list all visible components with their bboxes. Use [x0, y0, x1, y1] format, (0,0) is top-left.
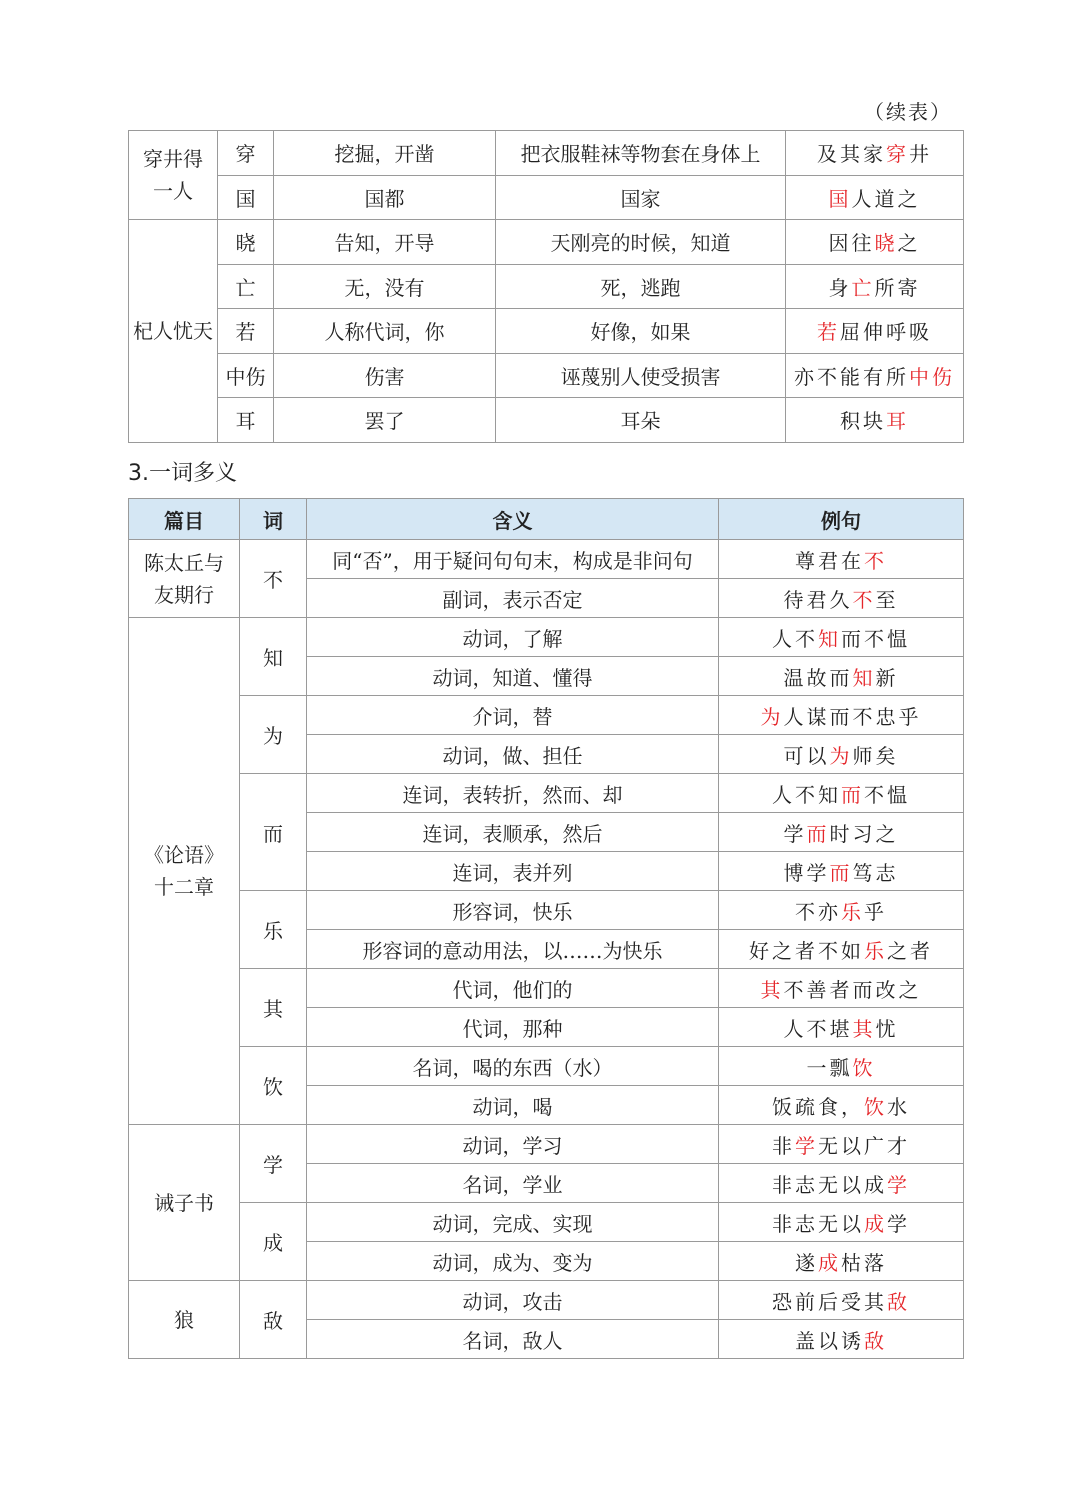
- modern-meaning-cell: 把衣服鞋袜等物套在身体上: [496, 131, 786, 176]
- table-row: [129, 309, 964, 354]
- highlighted-word: 学: [795, 1133, 818, 1158]
- chapter-title-cell: [129, 1125, 240, 1281]
- chapter-title-line: 陈太丘与: [144, 550, 224, 575]
- table-row: [129, 353, 964, 398]
- example-sentence-cell: [719, 969, 964, 1008]
- word-cell: 学: [240, 1125, 307, 1203]
- highlighted-word: 国: [828, 186, 852, 211]
- example-text: 及其家: [817, 142, 886, 167]
- ancient-modern-word-table: [128, 130, 964, 443]
- word-cell: 饮: [240, 1047, 307, 1125]
- meaning-cell: 代词，他们的: [307, 969, 719, 1008]
- example-text: 可以: [783, 743, 830, 768]
- meaning-cell: 同“否”，用于疑问句句末，构成是非问句: [307, 540, 719, 579]
- example-text: 非志无以成: [772, 1172, 887, 1197]
- example-text: 水: [887, 1094, 910, 1119]
- modern-meaning-cell: 好像，如果: [496, 309, 786, 354]
- header-example: 例句: [719, 499, 964, 540]
- word-cell: 穿: [218, 131, 274, 176]
- polysemy-table: [128, 498, 964, 1359]
- word-cell: 乐: [240, 891, 307, 969]
- example-sentence-cell: [719, 1320, 964, 1359]
- example-sentence-cell: [719, 540, 964, 579]
- chapter-title-line: 狼: [174, 1307, 194, 1332]
- meaning-cell: 连词，表并列: [307, 852, 719, 891]
- highlighted-word: 不: [852, 587, 876, 612]
- table-row: [129, 540, 964, 579]
- table-row: [129, 1125, 964, 1164]
- highlighted-word: 其: [760, 977, 784, 1002]
- ancient-meaning-cell: 挖掘，开凿: [274, 131, 496, 176]
- ancient-meaning-cell: 告知，开导: [274, 220, 496, 265]
- meaning-cell: 形容词，快乐: [307, 891, 719, 930]
- example-sentence-cell: [719, 1242, 964, 1281]
- meaning-cell: 动词，做、担任: [307, 735, 719, 774]
- meaning-cell: 动词，喝: [307, 1086, 719, 1125]
- meaning-cell: 形容词的意动用法，以……为快乐: [307, 930, 719, 969]
- word-cell: 为: [240, 696, 307, 774]
- meaning-cell: 代词，那种: [307, 1008, 719, 1047]
- highlighted-word: 亡: [851, 275, 875, 300]
- highlighted-word: 中伤: [909, 364, 955, 389]
- highlighted-word: 知: [818, 626, 841, 651]
- chapter-title-cell: [129, 618, 240, 1125]
- example-text: 新: [875, 665, 899, 690]
- example-text: 笃志: [852, 860, 899, 885]
- word-cell: 晓: [218, 220, 274, 265]
- word-cell: 成: [240, 1203, 307, 1281]
- meaning-cell: 名词，喝的东西（水）: [307, 1047, 719, 1086]
- example-text: 枯落: [841, 1250, 887, 1275]
- meaning-cell: 动词，攻击: [307, 1281, 719, 1320]
- highlighted-word: 敌: [864, 1328, 887, 1353]
- table-row: [129, 696, 964, 735]
- example-text: 人不堪: [783, 1016, 853, 1041]
- meaning-cell: 介词，替: [307, 696, 719, 735]
- meaning-cell: 连词，表转折，然而、却: [307, 774, 719, 813]
- header-meaning: 含义: [307, 499, 719, 540]
- example-text: 好之者不如: [749, 938, 864, 963]
- highlighted-word: 若: [817, 320, 840, 345]
- table-row: [129, 131, 964, 176]
- example-text: 不亦: [795, 899, 841, 924]
- meaning-cell: 副词，表示否定: [307, 579, 719, 618]
- modern-meaning-cell: 国家: [496, 175, 786, 220]
- chapter-title-cell: [129, 540, 240, 618]
- example-text: 人谋而不忠乎: [783, 704, 922, 729]
- chapter-title-cell: [129, 1281, 240, 1359]
- example-text: 亦不能有所: [794, 364, 909, 389]
- example-sentence-cell: [786, 353, 964, 398]
- section-heading: 3.一词多义: [128, 461, 237, 486]
- highlighted-word: 不: [864, 548, 887, 573]
- chapter-title-line: 诫子书: [154, 1190, 214, 1215]
- ancient-meaning-cell: 人称代词，你: [274, 309, 496, 354]
- table-row: [129, 220, 964, 265]
- chapter-title-cell: [129, 131, 218, 220]
- highlighted-word: 成: [864, 1211, 887, 1236]
- example-sentence-cell: [786, 175, 964, 220]
- example-text: 之: [897, 231, 921, 256]
- example-text: 因往: [828, 231, 875, 256]
- example-text: 遂: [795, 1250, 818, 1275]
- example-sentence-cell: [719, 1164, 964, 1203]
- example-sentence-cell: [719, 618, 964, 657]
- modern-meaning-cell: 耳朵: [496, 398, 786, 443]
- highlighted-word: 学: [887, 1172, 910, 1197]
- word-cell: 敌: [240, 1281, 307, 1359]
- table-row: [129, 1281, 964, 1320]
- example-text: 尊君在: [795, 548, 864, 573]
- modern-meaning-cell: 诬蔑别人使受损害: [496, 353, 786, 398]
- example-text: 至: [875, 587, 899, 612]
- example-sentence-cell: [719, 579, 964, 618]
- example-text: 恐前后受其: [772, 1289, 887, 1314]
- chapter-title-line: 《论语》: [144, 843, 224, 867]
- header-word: 词: [240, 499, 307, 540]
- header-chapter: 篇目: [129, 499, 240, 540]
- example-text: 人不: [772, 626, 818, 651]
- example-text: 不愠: [864, 782, 910, 807]
- highlighted-word: 乐: [841, 899, 864, 924]
- example-text: 一瓢: [806, 1055, 853, 1080]
- word-cell: 耳: [218, 398, 274, 443]
- example-sentence-cell: [719, 813, 964, 852]
- example-sentence-cell: [719, 891, 964, 930]
- example-sentence-cell: [719, 1008, 964, 1047]
- example-sentence-cell: [719, 930, 964, 969]
- example-sentence-cell: [719, 1281, 964, 1320]
- example-text: 所寄: [874, 275, 921, 300]
- example-sentence-cell: [786, 220, 964, 265]
- example-sentence-cell: [719, 735, 964, 774]
- modern-meaning-cell: 死，逃跑: [496, 264, 786, 309]
- table-header-row: [129, 499, 964, 540]
- ancient-meaning-cell: 伤害: [274, 353, 496, 398]
- example-text: 乎: [864, 899, 887, 924]
- highlighted-word: 成: [818, 1250, 841, 1275]
- example-text: 温故而: [783, 665, 853, 690]
- example-text: 非志无以: [772, 1211, 864, 1236]
- ancient-meaning-cell: 无，没有: [274, 264, 496, 309]
- example-text: 待君久: [783, 587, 853, 612]
- chapter-title-cell: [129, 220, 218, 443]
- table-row: [129, 969, 964, 1008]
- word-cell: 亡: [218, 264, 274, 309]
- example-sentence-cell: [786, 398, 964, 443]
- chapter-title-line: 杞人忧天: [133, 318, 213, 343]
- example-text: 忧: [875, 1016, 899, 1041]
- word-cell: 其: [240, 969, 307, 1047]
- example-text: 师矣: [852, 743, 899, 768]
- example-sentence-cell: [719, 1086, 964, 1125]
- example-text: 盖以诱: [795, 1328, 864, 1353]
- meaning-cell: 动词，知道、懂得: [307, 657, 719, 696]
- table-row: [129, 891, 964, 930]
- highlighted-word: 饮: [864, 1094, 887, 1119]
- highlighted-word: 乐: [864, 938, 887, 963]
- table-row: [129, 1203, 964, 1242]
- highlighted-word: 穿: [886, 142, 909, 167]
- word-cell: 中伤: [218, 353, 274, 398]
- highlighted-word: 晓: [874, 231, 898, 256]
- highlighted-word: 敌: [887, 1289, 910, 1314]
- highlighted-word: 而: [806, 821, 830, 846]
- example-sentence-cell: [786, 131, 964, 176]
- example-text: 井: [909, 142, 932, 167]
- example-sentence-cell: [719, 696, 964, 735]
- example-text: 积块: [840, 409, 886, 434]
- continued-note: （续表）: [864, 100, 952, 124]
- example-text: 身: [828, 275, 852, 300]
- chapter-title-line: 一人: [153, 179, 193, 203]
- example-sentence-cell: [719, 1203, 964, 1242]
- example-text: 人道之: [851, 186, 921, 211]
- meaning-cell: 连词，表顺承，然后: [307, 813, 719, 852]
- example-text: 时习之: [829, 821, 899, 846]
- example-text: 不善者而改之: [783, 977, 922, 1002]
- ancient-meaning-cell: 国都: [274, 175, 496, 220]
- table-row: [129, 1047, 964, 1086]
- example-text: 屈伸呼吸: [840, 320, 932, 345]
- table-row: [129, 774, 964, 813]
- example-sentence-cell: [719, 774, 964, 813]
- word-cell: 不: [240, 540, 307, 618]
- meaning-cell: 名词，敌人: [307, 1320, 719, 1359]
- meaning-cell: 动词，学习: [307, 1125, 719, 1164]
- highlighted-word: 知: [852, 665, 876, 690]
- example-sentence-cell: [786, 264, 964, 309]
- highlighted-word: 饮: [852, 1055, 876, 1080]
- highlighted-word: 为: [829, 743, 853, 768]
- highlighted-word: 为: [760, 704, 784, 729]
- table-row: [129, 264, 964, 309]
- example-sentence-cell: [719, 657, 964, 696]
- example-sentence-cell: [719, 1047, 964, 1086]
- example-sentence-cell: [719, 1125, 964, 1164]
- table-row: [129, 175, 964, 220]
- example-text: 博学: [783, 860, 830, 885]
- meaning-cell: 动词，成为、变为: [307, 1242, 719, 1281]
- table-row: [129, 398, 964, 443]
- meaning-cell: 动词，完成、实现: [307, 1203, 719, 1242]
- example-text: 之者: [887, 938, 933, 963]
- highlighted-word: 而: [829, 860, 853, 885]
- modern-meaning-cell: 天刚亮的时候，知道: [496, 220, 786, 265]
- highlighted-word: 耳: [886, 409, 909, 434]
- chapter-title-line: 十二章: [154, 875, 214, 899]
- word-cell: 若: [218, 309, 274, 354]
- highlighted-word: 其: [852, 1016, 876, 1041]
- meaning-cell: 名词，学业: [307, 1164, 719, 1203]
- example-text: 无以广才: [818, 1133, 910, 1158]
- highlighted-word: 而: [841, 782, 864, 807]
- word-cell: 国: [218, 175, 274, 220]
- example-sentence-cell: [786, 309, 964, 354]
- table-row: [129, 618, 964, 657]
- example-text: 学: [887, 1211, 910, 1236]
- example-text: 学: [783, 821, 807, 846]
- meaning-cell: 动词，了解: [307, 618, 719, 657]
- example-text: 人不知: [772, 782, 841, 807]
- example-text: 非: [772, 1133, 795, 1158]
- chapter-title-line: 友期行: [154, 582, 214, 607]
- example-text: 而不愠: [841, 626, 910, 651]
- word-cell: 知: [240, 618, 307, 696]
- ancient-meaning-cell: 罢了: [274, 398, 496, 443]
- word-cell: 而: [240, 774, 307, 891]
- example-sentence-cell: [719, 852, 964, 891]
- chapter-title-line: 穿井得: [143, 147, 203, 171]
- example-text: 饭疏食，: [772, 1094, 864, 1119]
